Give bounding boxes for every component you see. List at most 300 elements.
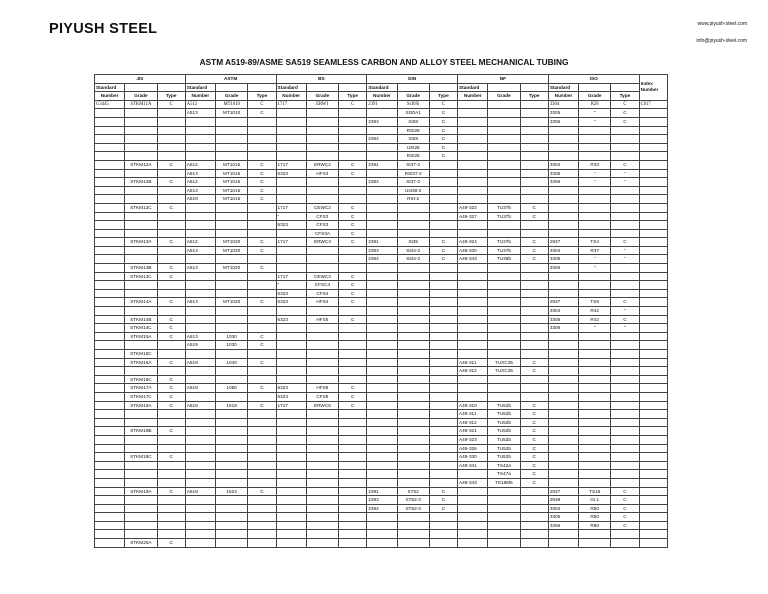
- table-row: [95, 487, 668, 496]
- table-cell: [248, 117, 276, 126]
- table-cell: [306, 246, 338, 255]
- table-cell: [397, 539, 429, 548]
- table-cell: [276, 195, 306, 204]
- table-cell: [639, 539, 667, 548]
- table-cell: TU52b: [488, 435, 520, 444]
- table-cell: C: [520, 255, 548, 264]
- table-cell: [611, 126, 639, 135]
- table-cell: STKM14B: [125, 315, 157, 324]
- table-cell: [339, 513, 367, 522]
- table-cell: A49-330: [458, 453, 488, 462]
- table-cell: [397, 221, 429, 230]
- table-cell: TS47a: [488, 470, 520, 479]
- table-cell: [429, 341, 457, 350]
- table-row: [95, 195, 668, 204]
- table-cell: [548, 212, 578, 221]
- table-cell: [488, 341, 520, 350]
- table-cell: 6323: [276, 221, 306, 230]
- table-cell: R28: [579, 100, 611, 109]
- table-cell: [548, 229, 578, 238]
- table-cell: CFS3: [306, 212, 338, 221]
- table-cell: [125, 152, 157, 161]
- table-cell: 3304: [548, 246, 578, 255]
- table-cell: [95, 195, 125, 204]
- table-cell: [125, 143, 157, 152]
- table-cell: [339, 530, 367, 539]
- table-cell: A49-343: [458, 478, 488, 487]
- table-row: [95, 186, 668, 195]
- table-cell: C017: [639, 100, 667, 109]
- table-cell: [458, 307, 488, 316]
- table-cell: [185, 461, 215, 470]
- table-cell: [548, 135, 578, 144]
- table-cell: [339, 375, 367, 384]
- table-cell: C: [520, 444, 548, 453]
- table-cell: [488, 264, 520, 273]
- table-cell: [611, 367, 639, 376]
- table-cell: [276, 126, 306, 135]
- table-cell: [397, 521, 429, 530]
- table-cell: [125, 504, 157, 513]
- table-cell: [216, 307, 248, 316]
- table-cell: A513: [185, 169, 215, 178]
- table-cell: [520, 513, 548, 522]
- table-cell: MT1015: [216, 195, 248, 204]
- table-cell: 2394: [367, 255, 397, 264]
- table-cell: [306, 453, 338, 462]
- table-cell: [579, 195, 611, 204]
- table-cell: [276, 255, 306, 264]
- table-cell: [185, 496, 215, 505]
- table-cell: [157, 169, 185, 178]
- table-cell: [579, 272, 611, 281]
- table-cell: [639, 324, 667, 333]
- table-cell: [611, 470, 639, 479]
- table-cell: ": [611, 307, 639, 316]
- table-cell: [306, 418, 338, 427]
- table-cell: [216, 427, 248, 436]
- table-cell: [639, 289, 667, 298]
- table-cell: C: [157, 315, 185, 324]
- table-cell: 3304: [548, 504, 578, 513]
- table-cell: [95, 341, 125, 350]
- table-cell: [367, 186, 397, 195]
- table-cell: C: [248, 238, 276, 247]
- table-cell: [397, 315, 429, 324]
- table-cell: [125, 126, 157, 135]
- table-cell: [520, 539, 548, 548]
- table-cell: [520, 143, 548, 152]
- table-cell: [548, 453, 578, 462]
- table-cell: [276, 117, 306, 126]
- table-cell: [579, 358, 611, 367]
- table-cell: MT1010: [216, 109, 248, 118]
- table-cell: [429, 272, 457, 281]
- table-cell: [488, 143, 520, 152]
- table-cell: [367, 281, 397, 290]
- table-cell: [339, 487, 367, 496]
- table-cell: CEWC3: [306, 272, 338, 281]
- table-cell: [248, 281, 276, 290]
- table-cell: [611, 350, 639, 359]
- table-cell: [248, 307, 276, 316]
- table-cell: ": [579, 117, 611, 126]
- table-cell: [548, 530, 578, 539]
- table-cell: [639, 435, 667, 444]
- table-cell: ERWC5: [306, 401, 338, 410]
- table-cell: [185, 470, 215, 479]
- table-cell: [185, 212, 215, 221]
- table-cell: C: [520, 246, 548, 255]
- table-cell: C: [520, 427, 548, 436]
- table-cell: [248, 504, 276, 513]
- table-cell: [157, 186, 185, 195]
- table-cell: [639, 143, 667, 152]
- table-cell: [339, 435, 367, 444]
- table-cell: [306, 487, 338, 496]
- table-row: [95, 289, 668, 298]
- table-cell: [339, 152, 367, 161]
- table-cell: [429, 195, 457, 204]
- table-row: [95, 221, 668, 230]
- table-cell: [548, 418, 578, 427]
- table-cell: [306, 324, 338, 333]
- table-cell: Ust38-2: [397, 186, 429, 195]
- table-cell: [367, 332, 397, 341]
- table-cell: [95, 470, 125, 479]
- table-row: [95, 521, 668, 530]
- table-cell: [520, 100, 548, 109]
- table-cell: [95, 307, 125, 316]
- table-cell: 6323: [276, 315, 306, 324]
- table-cell: [95, 521, 125, 530]
- table-cell: C: [429, 496, 457, 505]
- table-cell: C: [157, 332, 185, 341]
- table-cell: [216, 453, 248, 462]
- table-cell: [248, 539, 276, 548]
- table-cell: [339, 358, 367, 367]
- table-cell: 3304: [548, 307, 578, 316]
- table-cell: [216, 143, 248, 152]
- table-cell: [579, 530, 611, 539]
- table-cell: [488, 384, 520, 393]
- table-cell: A49-310: [458, 401, 488, 410]
- table-cell: [639, 384, 667, 393]
- column-header-type: Type: [339, 92, 367, 101]
- table-row: [95, 358, 668, 367]
- table-cell: [248, 453, 276, 462]
- standard-blank: [125, 83, 157, 92]
- table-cell: [488, 289, 520, 298]
- table-cell: R50: [579, 504, 611, 513]
- table-cell: [157, 152, 185, 161]
- table-cell: [125, 221, 157, 230]
- table-cell: [95, 126, 125, 135]
- table-row: [95, 453, 668, 462]
- table-cell: TS4: [579, 238, 611, 247]
- table-cell: [548, 126, 578, 135]
- table-cell: [216, 410, 248, 419]
- table-cell: St28: [397, 135, 429, 144]
- table-row: [95, 418, 668, 427]
- table-cell: [248, 212, 276, 221]
- table-cell: [125, 478, 157, 487]
- table-cell: [367, 401, 397, 410]
- table-cell: [125, 281, 157, 290]
- table-cell: [185, 135, 215, 144]
- table-cell: [216, 521, 248, 530]
- table-cell: [306, 470, 338, 479]
- table-cell: [611, 143, 639, 152]
- table-cell: [339, 307, 367, 316]
- table-cell: [248, 478, 276, 487]
- table-cell: MT1015: [216, 169, 248, 178]
- table-cell: [458, 332, 488, 341]
- table-cell: [185, 444, 215, 453]
- table-cell: [611, 203, 639, 212]
- table-cell: [248, 350, 276, 359]
- table-cell: [339, 350, 367, 359]
- table-cell: CEWC2: [306, 203, 338, 212]
- table-cell: [216, 324, 248, 333]
- table-cell: [185, 375, 215, 384]
- table-row: [95, 281, 668, 290]
- table-cell: [125, 246, 157, 255]
- table-cell: STKM15A: [125, 332, 157, 341]
- table-cell: [248, 324, 276, 333]
- table-cell: [95, 272, 125, 281]
- table-cell: [339, 470, 367, 479]
- table-row: [95, 255, 668, 264]
- table-row: [95, 410, 668, 419]
- standard-label: Standard: [548, 83, 578, 92]
- email-link[interactable]: info@piyush-steel.com: [696, 38, 747, 44]
- table-cell: MT1020: [216, 246, 248, 255]
- table-row: [95, 238, 668, 247]
- table-cell: TU37b: [488, 203, 520, 212]
- table-cell: [216, 375, 248, 384]
- table-cell: 2937: [548, 238, 578, 247]
- table-cell: [276, 143, 306, 152]
- table-cell: C: [157, 384, 185, 393]
- table-cell: C: [339, 229, 367, 238]
- table-cell: [488, 186, 520, 195]
- table-cell: [248, 496, 276, 505]
- table-cell: [216, 315, 248, 324]
- table-row: [95, 212, 668, 221]
- table-cell: [429, 461, 457, 470]
- table-cell: [520, 384, 548, 393]
- table-cell: [95, 367, 125, 376]
- table-cell: 2394: [367, 504, 397, 513]
- table-cell: 1040: [216, 358, 248, 367]
- table-cell: STKM18C: [125, 453, 157, 462]
- table-cell: [248, 435, 276, 444]
- table-cell: TU52b: [488, 427, 520, 436]
- table-cell: [458, 229, 488, 238]
- table-cell: C: [157, 375, 185, 384]
- column-header-number: Number: [185, 92, 215, 101]
- table-cell: [157, 367, 185, 376]
- table-cell: C: [611, 160, 639, 169]
- table-cell: [458, 143, 488, 152]
- standard-blank: [248, 83, 276, 92]
- table-cell: C: [520, 410, 548, 419]
- table-cell: [157, 410, 185, 419]
- table-cell: [306, 358, 338, 367]
- table-cell: [306, 513, 338, 522]
- table-cell: [248, 470, 276, 479]
- table-cell: [339, 178, 367, 187]
- table-cell: [157, 289, 185, 298]
- table-cell: ": [276, 212, 306, 221]
- table-cell: [429, 298, 457, 307]
- table-cell: [185, 324, 215, 333]
- table-cell: [639, 255, 667, 264]
- table-cell: [520, 530, 548, 539]
- table-cell: St45: [397, 238, 429, 247]
- table-cell: [488, 100, 520, 109]
- table-cell: HFS8: [306, 384, 338, 393]
- table-cell: [185, 272, 215, 281]
- website-link[interactable]: www.piyush-steel.com: [697, 21, 747, 27]
- table-cell: [367, 521, 397, 530]
- table-cell: [157, 221, 185, 230]
- table-cell: [95, 410, 125, 419]
- column-header-number: Number: [95, 92, 125, 101]
- table-cell: [548, 289, 578, 298]
- table-cell: USt28: [397, 143, 429, 152]
- table-cell: [276, 264, 306, 273]
- table-cell: [458, 530, 488, 539]
- table-cell: A49-343: [458, 255, 488, 264]
- table-cell: [125, 530, 157, 539]
- table-cell: 2391: [367, 487, 397, 496]
- table-cell: C: [248, 186, 276, 195]
- table-cell: [185, 410, 215, 419]
- table-cell: [276, 513, 306, 522]
- table-cell: [397, 418, 429, 427]
- table-row: [95, 126, 668, 135]
- table-cell: [185, 143, 215, 152]
- table-cell: [429, 289, 457, 298]
- table-cell: [429, 350, 457, 359]
- table-cell: TU52b: [488, 418, 520, 427]
- table-cell: [339, 195, 367, 204]
- table-cell: [95, 530, 125, 539]
- table-cell: [579, 281, 611, 290]
- table-row: [95, 427, 668, 436]
- table-cell: [367, 530, 397, 539]
- table-cell: 2937: [548, 298, 578, 307]
- table-cell: [429, 367, 457, 376]
- table-cell: [520, 496, 548, 505]
- table-cell: C: [157, 539, 185, 548]
- table-cell: R42: [579, 307, 611, 316]
- table-cell: [429, 281, 457, 290]
- table-cell: [611, 358, 639, 367]
- table-cell: STKM17A: [125, 384, 157, 393]
- table-cell: [579, 186, 611, 195]
- table-cell: [520, 298, 548, 307]
- table-cell: [276, 461, 306, 470]
- table-cell: [306, 461, 338, 470]
- table-cell: [306, 117, 338, 126]
- table-cell: [276, 444, 306, 453]
- table-cell: C: [339, 160, 367, 169]
- table-cell: [276, 375, 306, 384]
- table-cell: [157, 246, 185, 255]
- table-cell: [95, 229, 125, 238]
- table-cell: A512: [185, 178, 215, 187]
- table-row: [95, 470, 668, 479]
- table-cell: [367, 444, 397, 453]
- table-cell: [157, 229, 185, 238]
- table-cell: [397, 375, 429, 384]
- table-cell: [216, 367, 248, 376]
- table-cell: [520, 324, 548, 333]
- table-cell: [611, 229, 639, 238]
- table-cell: [639, 246, 667, 255]
- table-cell: [639, 350, 667, 359]
- table-cell: [611, 332, 639, 341]
- table-cell: [306, 375, 338, 384]
- table-cell: [520, 521, 548, 530]
- table-cell: [95, 238, 125, 247]
- table-cell: [216, 255, 248, 264]
- table-cell: [458, 135, 488, 144]
- table-cell: C: [611, 315, 639, 324]
- table-cell: [458, 392, 488, 401]
- table-cell: [548, 350, 578, 359]
- table-cell: [397, 332, 429, 341]
- table-cell: A49-322: [458, 203, 488, 212]
- table-cell: [520, 281, 548, 290]
- table-cell: [157, 435, 185, 444]
- table-cell: [95, 324, 125, 333]
- table-cell: [95, 281, 125, 290]
- table-cell: A519: [185, 401, 215, 410]
- table-cell: [639, 530, 667, 539]
- table-cell: [488, 126, 520, 135]
- table-cell: [397, 298, 429, 307]
- table-cell: [458, 341, 488, 350]
- table-cell: [216, 513, 248, 522]
- table-cell: ": [276, 281, 306, 290]
- table-cell: [185, 521, 215, 530]
- table-cell: A49-312: [458, 367, 488, 376]
- table-cell: [579, 289, 611, 298]
- group-header-nf: NF: [458, 75, 549, 84]
- table-cell: [488, 539, 520, 548]
- table-cell: [520, 375, 548, 384]
- table-cell: [95, 444, 125, 453]
- table-cell: TUXC35: [488, 358, 520, 367]
- table-row: [95, 461, 668, 470]
- table-cell: [95, 418, 125, 427]
- table-cell: [458, 375, 488, 384]
- table-cell: [125, 117, 157, 126]
- table-cell: [639, 410, 667, 419]
- table-cell: TS9: [579, 298, 611, 307]
- table-cell: [276, 324, 306, 333]
- standard-label: Standard: [276, 83, 306, 92]
- table-cell: [639, 358, 667, 367]
- table-cell: 2394: [367, 135, 397, 144]
- table-cell: [95, 461, 125, 470]
- table-cell: [95, 453, 125, 462]
- table-cell: [397, 324, 429, 333]
